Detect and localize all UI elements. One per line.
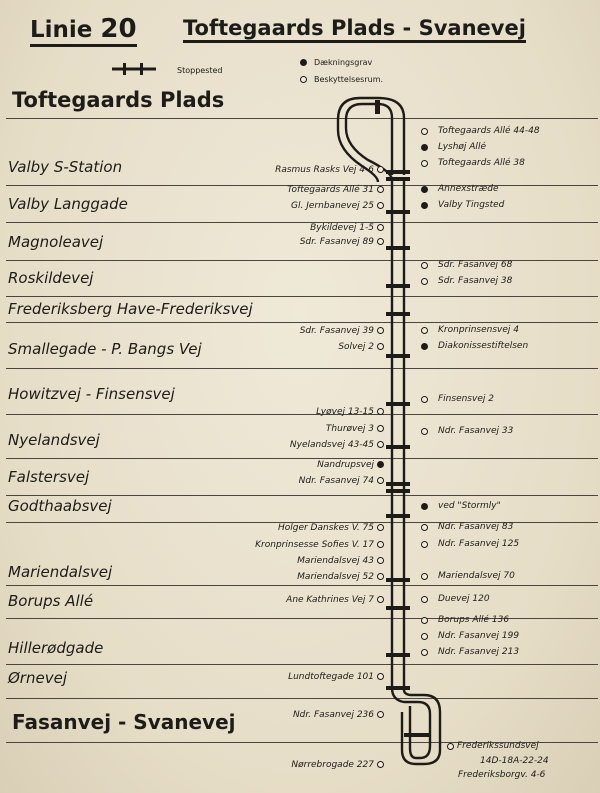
shelter-icon — [377, 711, 384, 718]
stop-name: Godthaabsvej — [8, 497, 112, 515]
shelter-icon — [377, 477, 384, 484]
shelter-label: Sdr. Fasanvej 68 — [438, 260, 513, 270]
shelter-icon — [421, 396, 428, 403]
shelter-icon — [377, 238, 384, 245]
shelter-icon — [377, 541, 384, 548]
shelter-icon — [377, 166, 384, 173]
legend-shelter-label: Beskyttelsesrum. — [314, 75, 384, 84]
shelter-label: Nyelandsvej 43-45 — [289, 440, 374, 450]
shelter-icon — [447, 743, 454, 750]
shelter-icon — [377, 186, 384, 193]
shelter-label: Sdr. Fasanvej 89 — [299, 237, 374, 247]
shelter-label: Holger Danskes V. 75 — [277, 523, 374, 533]
shelter-icon — [421, 524, 428, 531]
shelter-label: Borups Allé 136 — [438, 615, 510, 625]
shelter-label: Thurøvej 3 — [325, 424, 374, 434]
stop-name: Roskildevej — [8, 269, 94, 287]
legend-stop-label: Stoppested — [177, 66, 223, 75]
shelter-icon — [377, 596, 384, 603]
shelter-label: Diakonissestiftelsen — [438, 341, 529, 351]
shelter-icon — [421, 541, 428, 548]
shelter-label: Gl. Jernbanevej 25 — [291, 201, 374, 211]
shelter-icon — [421, 278, 428, 285]
stop-name: Magnoleavej — [8, 233, 104, 251]
shelter-label: Ane Kathrines Vej 7 — [286, 595, 374, 605]
shelter-icon — [377, 573, 384, 580]
shelter-icon — [421, 617, 428, 624]
stop-name: Toftegaards Plads — [12, 88, 225, 112]
shelter-icon — [421, 262, 428, 269]
shelter-label: Lyshøj Allé — [438, 142, 486, 152]
stop-name: Mariendalsvej — [8, 563, 113, 581]
shelter-label: Toftegaards Allé 31 — [287, 185, 374, 195]
shelter-label: Ndr. Fasanvej 236 — [292, 710, 374, 720]
shelter-label: Nørrebrogade 227 — [291, 760, 374, 770]
stop-name: Nyelandsvej — [8, 431, 100, 449]
shelter-label: Lyøvej 13-15 — [316, 407, 374, 417]
shelter-label: Toftegaards Allé 38 — [438, 158, 525, 168]
shelter-icon — [421, 160, 428, 167]
shelter-label: Solvej 2 — [338, 342, 374, 352]
shelter-icon — [377, 408, 384, 415]
cover-trench-icon — [421, 343, 428, 350]
legend-cover-trench-label: Dækningsgrav — [314, 58, 373, 67]
shelter-label: Bykildevej 1-5 — [310, 223, 374, 233]
stop-name: Howitzvej - Finsensvej — [8, 385, 175, 403]
stop-name: Ørnevej — [8, 669, 67, 687]
stop-name: Valby Langgade — [8, 195, 128, 213]
line-number: 20 — [100, 14, 137, 44]
shelter-icon — [377, 673, 384, 680]
shelter-label: Rasmus Rasks Vej 4-6 — [275, 165, 374, 175]
shelter-label: Annexstræde — [438, 184, 499, 194]
shelter-icon — [421, 128, 428, 135]
shelter-label: 14D-18A-22-24 — [480, 756, 549, 766]
cover-trench-icon — [421, 144, 428, 151]
shelter-icon — [421, 327, 428, 334]
shelter-label: Ndr. Fasanvej 125 — [438, 539, 520, 549]
shelter-label: Nandrupsvej — [317, 460, 374, 470]
shelter-label: Ndr. Fasanvej 33 — [438, 426, 514, 436]
shelter-icon — [377, 224, 384, 231]
route-title: Toftegaards Plads - Svanevej — [183, 16, 526, 43]
stop-name: Falstersvej — [8, 468, 90, 486]
shelter-label: ved "Stormly" — [438, 501, 501, 511]
shelter-label: Valby Tingsted — [438, 200, 505, 210]
shelter-label: Mariendalsvej 52 — [297, 572, 374, 582]
shelter-icon — [377, 761, 384, 768]
shelter-label: Sdr. Fasanvej 38 — [438, 276, 513, 286]
shelter-icon — [377, 202, 384, 209]
stop-name: Hillerødgade — [8, 639, 104, 657]
shelter-label: Ndr. Fasanvej 213 — [438, 647, 520, 657]
shelter-icon — [377, 557, 384, 564]
cover-trench-icon — [421, 202, 428, 209]
shelter-label: Kronprinsesse Sofies V. 17 — [255, 540, 374, 550]
shelter-label: Duevej 120 — [438, 594, 490, 604]
shelter-icon — [421, 649, 428, 656]
shelter-icon — [377, 425, 384, 432]
shelter-icon — [421, 573, 428, 580]
shelter-icon — [377, 343, 384, 350]
stop-name: Valby S-Station — [8, 158, 123, 176]
shelter-label: Ndr. Fasanvej 83 — [438, 522, 514, 532]
stop-name: Smallegade - P. Bangs Vej — [8, 340, 202, 358]
shelter-label: Kronprinsensvej 4 — [438, 325, 519, 335]
shelter-label: Mariendalsvej 70 — [438, 571, 515, 581]
shelter-label: Sdr. Fasanvej 39 — [299, 326, 374, 336]
shelter-label: Lundtoftegade 101 — [288, 672, 374, 682]
cover-trench-icon — [421, 503, 428, 510]
cover-trench-icon — [377, 461, 384, 468]
cover-trench-icon — [421, 186, 428, 193]
shelter-label: Mariendalsvej 43 — [297, 556, 374, 566]
shelter-label: Frederiksborgv. 4-6 — [458, 770, 546, 780]
stop-name: Fasanvej - Svanevej — [12, 710, 236, 734]
shelter-label: Ndr. Fasanvej 199 — [438, 631, 520, 641]
shelter-icon — [421, 428, 428, 435]
shelter-label: Finsensvej 2 — [438, 394, 494, 404]
stop-name: Borups Allé — [8, 592, 94, 610]
stop-name: Frederiksberg Have-Frederiksvej — [8, 300, 253, 318]
shelter-icon — [377, 441, 384, 448]
shelter-icon — [421, 633, 428, 640]
shelter-icon — [421, 596, 428, 603]
shelter-icon — [377, 327, 384, 334]
shelter-label: Ndr. Fasanvej 74 — [298, 476, 374, 486]
shelter-label: Toftegaards Allé 44-48 — [438, 126, 540, 136]
shelter-label: Frederikssundsvej — [457, 741, 539, 751]
line-word: Linie — [30, 17, 93, 43]
shelter-icon — [377, 524, 384, 531]
